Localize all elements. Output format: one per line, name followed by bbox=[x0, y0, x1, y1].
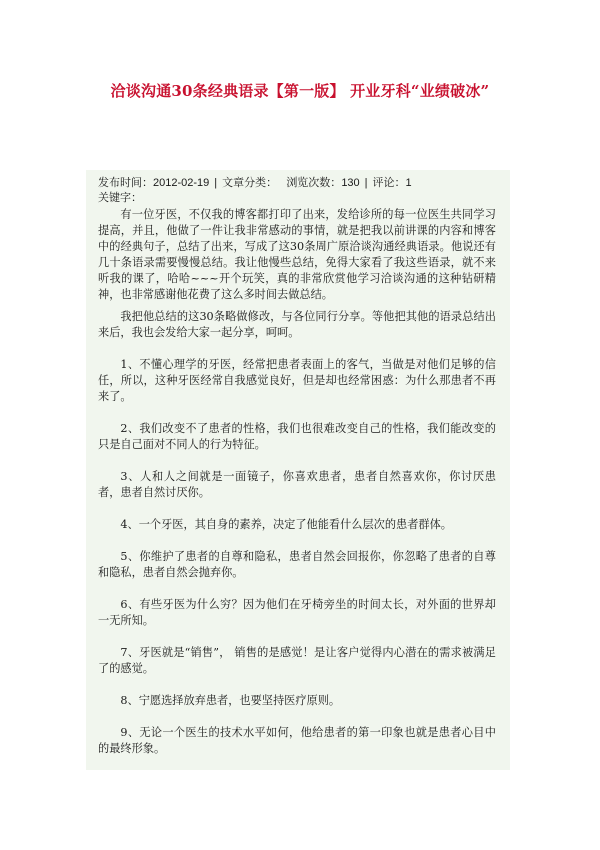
meta-separator: | bbox=[364, 177, 368, 189]
comments-label: 评论： bbox=[372, 177, 406, 189]
document-title: 洽谈沟通30条经典语录【第一版】 开业牙科“业绩破冰” bbox=[110, 82, 490, 100]
quote-item: 2、我们改变不了患者的性格，我们也很难改变自己的性格，我们能改变的只是自己面对不同人的行为特征。 bbox=[98, 422, 496, 451]
quote-item: 6、有些牙医为什么穷？因为他们在牙椅旁坐的时间太长，对外面的世界却一无所知。 bbox=[98, 598, 496, 627]
quote-item: 8、宁愿选择放弃患者，也要坚持医疗原则。 bbox=[120, 694, 341, 707]
quote-item: 1、不懂心理学的牙医，经常把患者表面上的客气，当做是对他们足够的信任，所以，这种牙医经常自我感觉良好，但是却也经常困惑：为什么那患者不再来了。 bbox=[98, 358, 496, 403]
quote-item: 5、你维护了患者的自尊和隐私，患者自然会回报你，你忽略了患者的自尊和隐私，患者自然会抛弃你。 bbox=[98, 550, 496, 579]
quote-item: 4、一个牙医，其自身的素养，决定了他能看什么层次的患者群体。 bbox=[120, 518, 452, 531]
views-count: 130 bbox=[341, 177, 360, 189]
views-label: 浏览次数： bbox=[286, 177, 342, 189]
quote-item: 7、牙医就是“销售”， 销售的是感觉！是让客户觉得内心潜在的需求被满足了的感觉。 bbox=[98, 646, 496, 675]
published-label: 发布时间： bbox=[98, 177, 153, 189]
keywords-label: 关键字： bbox=[98, 192, 142, 204]
category-label: 文章分类： bbox=[222, 177, 278, 189]
published-date: 2012-02-19 bbox=[153, 177, 210, 189]
intro-paragraph: 有一位牙医，不仅我的博客都打印了出来，发给诊所的每一位医生共同学习提高，并且，他做了一件让我非常感动的事情，就是把我以前讲课的内容和博客中的经典句子，总结了出来，写成了这30条周广原洽谈沟通经典语录。他说还有几十条语录需要慢慢总结。我让他慢些总结，免得大家看了我这些语录，就不来听我的课了，哈哈~~~开个玩笑，真的非常欣赏他学习洽谈沟通的这种钻研精神，也非常感谢他花费了这么多时间去做总结。 bbox=[98, 208, 496, 301]
intro-paragraph: 我把他总结的这30条略做修改，与各位同行分享。等他把其他的语录总结出来后，我也会发给大家一起分享，呵呵。 bbox=[98, 310, 496, 339]
keywords-line bbox=[98, 191, 496, 206]
meta-separator: | bbox=[214, 177, 218, 189]
quote-item: 3、人和人之间就是一面镜子，你喜欢患者，患者自然喜欢你，你讨厌患者，患者自然讨厌你。 bbox=[98, 470, 496, 499]
article-meta bbox=[98, 176, 496, 191]
comments-count[interactable]: 1 bbox=[405, 177, 412, 189]
article-panel bbox=[86, 170, 510, 770]
quote-item: 9、无论一个医生的技术水平如何，他给患者的第一印象也就是患者心目中的最终形象。 bbox=[98, 726, 496, 755]
